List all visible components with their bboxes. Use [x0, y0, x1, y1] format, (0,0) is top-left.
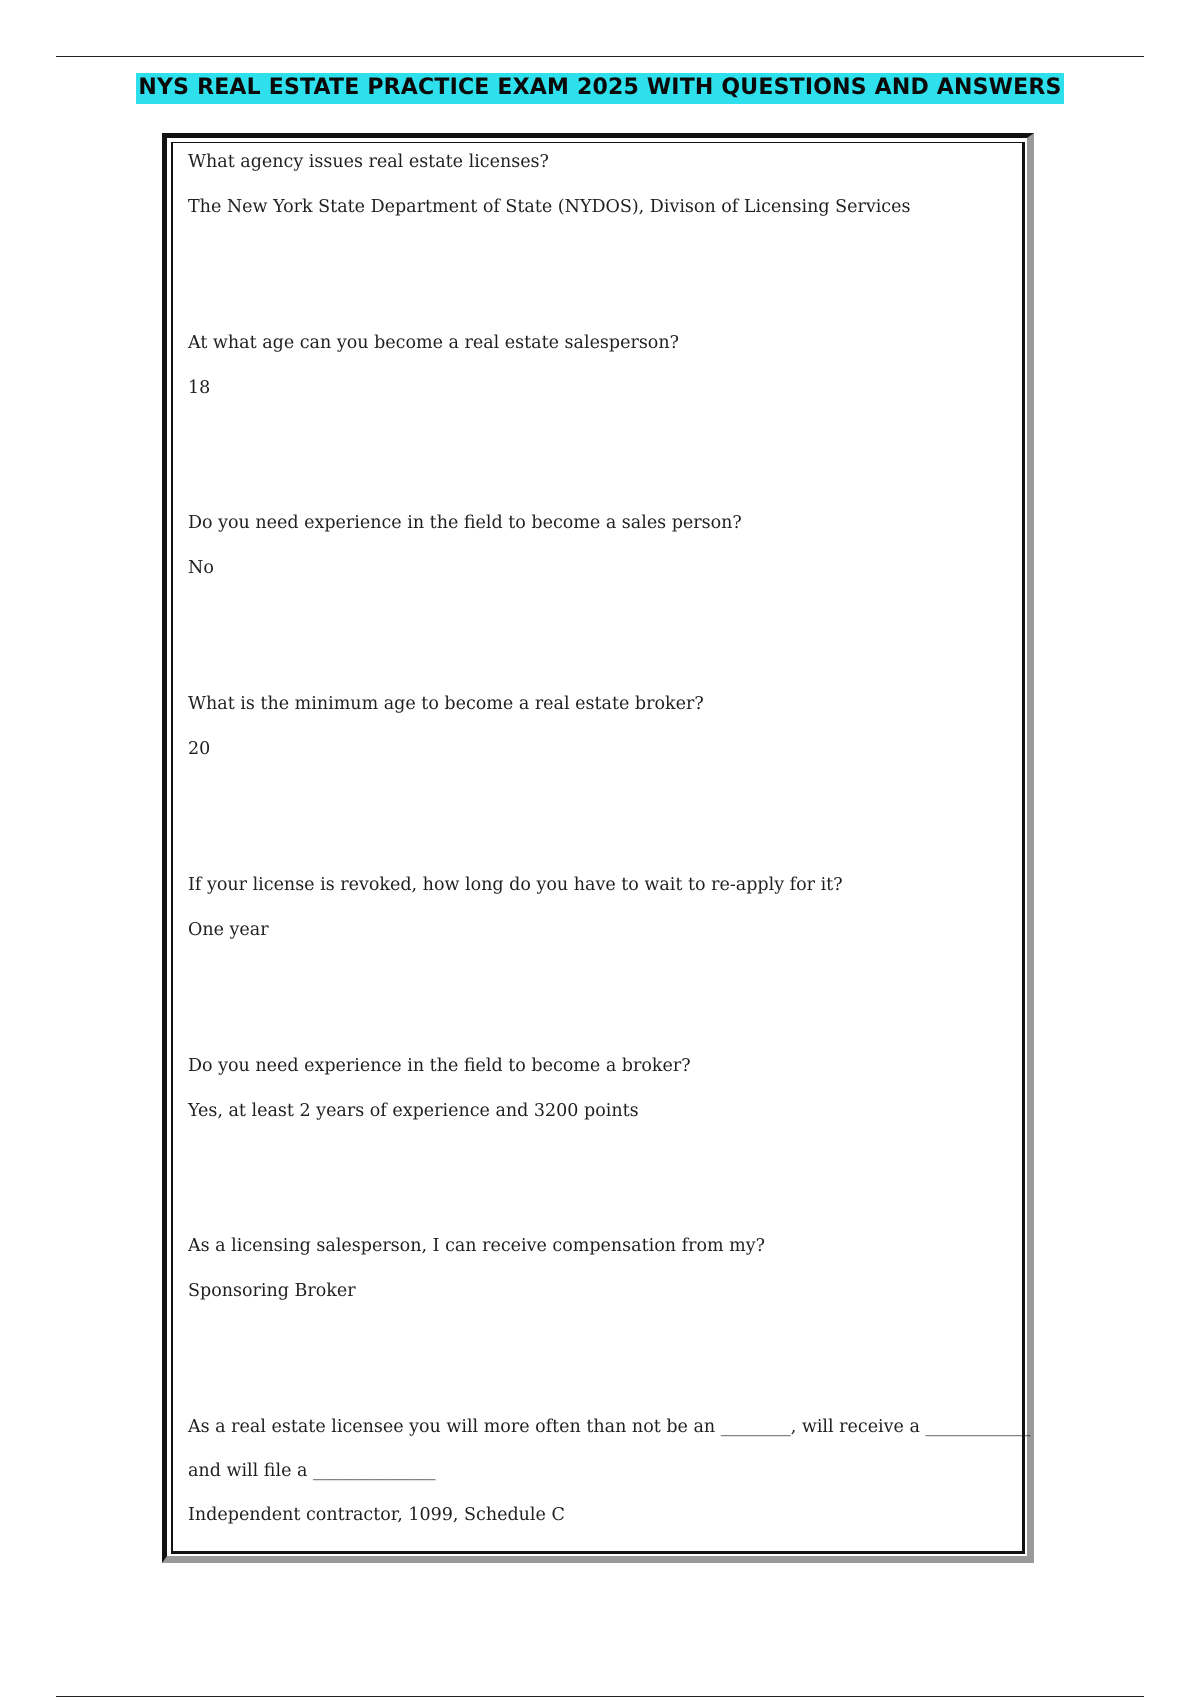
question-2: At what age can you become a real estate salesperson?	[188, 333, 679, 353]
title-container	[0, 73, 1200, 104]
top-rule	[56, 56, 1144, 57]
qa-item-2	[188, 332, 1002, 399]
question-3: Do you need experience in the field to become a sales person?	[188, 513, 742, 533]
answer-2: 18	[188, 378, 211, 398]
answer-3: No	[188, 558, 214, 578]
qa-item-8	[188, 1416, 1031, 1526]
qa-item-6	[188, 1055, 1002, 1122]
qa-item-5	[188, 874, 1002, 941]
question-8: As a real estate licensee you will more often than not be an ________, will receive a ____________	[188, 1417, 1031, 1437]
answer-1: The New York State Department of State (NYDOS), Divison of Licensing Services	[188, 197, 911, 217]
answer-5: One year	[188, 920, 269, 940]
qa-item-7	[188, 1235, 1002, 1302]
answer-6: Yes, at least 2 years of experience and 3200 points	[188, 1101, 639, 1121]
question-7: As a licensing salesperson, I can receive compensation from my?	[188, 1236, 765, 1256]
question-1: What agency issues real estate licenses?	[188, 152, 549, 172]
qa-item-1	[188, 151, 1002, 218]
qa-frame-inner	[171, 142, 1031, 1554]
qa-item-4	[188, 693, 1002, 760]
question-5: If your license is revoked, how long do you have to wait to re-apply for it?	[188, 875, 843, 895]
answer-7: Sponsoring Broker	[188, 1281, 356, 1301]
answer-8: Independent contractor, 1099, Schedule C	[188, 1505, 565, 1525]
answer-4: 20	[188, 739, 211, 759]
question-6: Do you need experience in the field to become a broker?	[188, 1056, 691, 1076]
qa-item-3	[188, 512, 1002, 579]
bottom-rule	[56, 1696, 1144, 1697]
qa-frame	[162, 133, 1034, 1563]
document-title: NYS REAL ESTATE PRACTICE EXAM 2025 WITH QUESTIONS AND ANSWERS	[136, 73, 1063, 104]
question-4: What is the minimum age to become a real estate broker?	[188, 694, 704, 714]
question-8-continued: and will file a ______________	[188, 1461, 436, 1481]
